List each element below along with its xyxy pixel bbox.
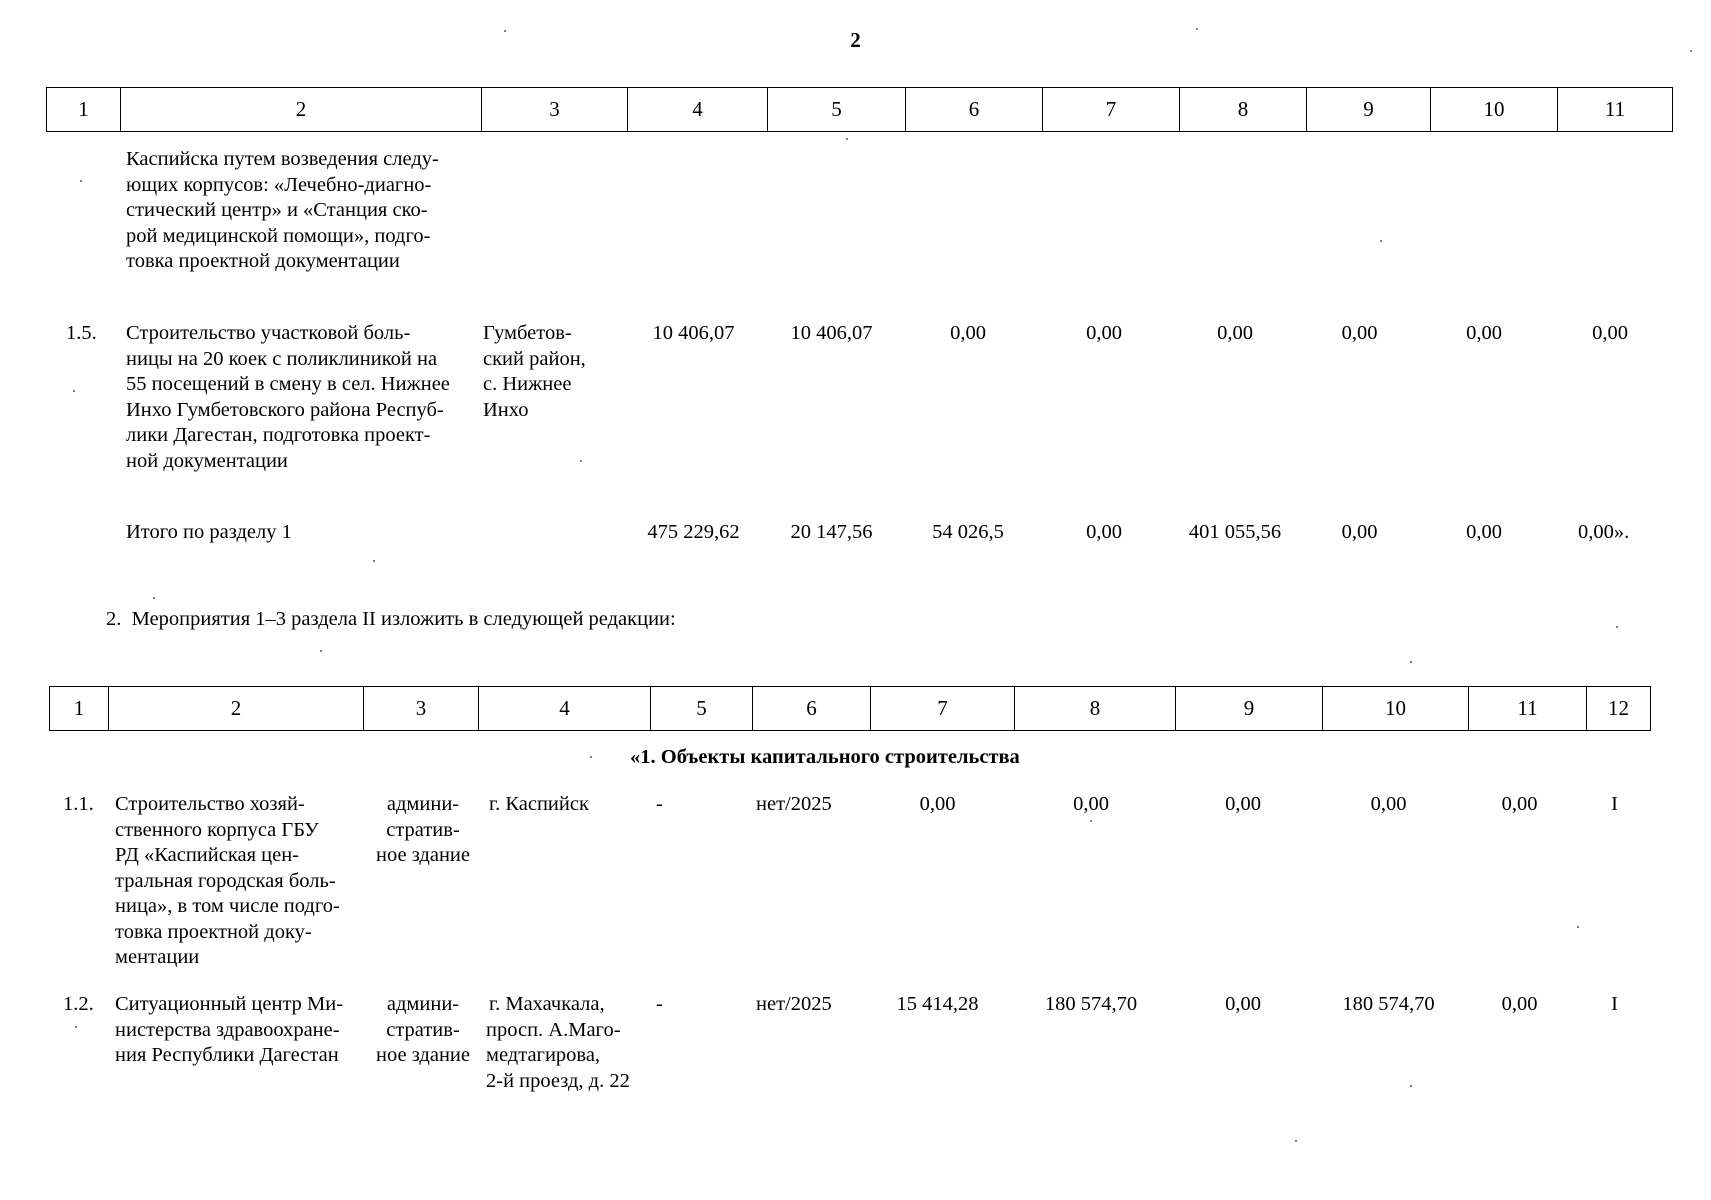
table1-header-cell: 6	[906, 88, 1043, 132]
text-line: рой медицинской помощи», подго-	[126, 224, 431, 247]
table2-header-cell: 11	[1469, 687, 1587, 731]
text-line: товка проектной доку-	[115, 920, 312, 943]
table2-header-cell: 10	[1323, 687, 1469, 731]
scan-speck	[73, 390, 75, 392]
scan-speck	[580, 460, 582, 462]
table2-row-1-2-col11: 0,00	[1501, 993, 1538, 1015]
table1-header	[46, 87, 1673, 132]
scan-speck	[75, 1026, 77, 1028]
scan-speck	[1410, 661, 1412, 663]
instruction-paragraph: 2. Мероприятия 1–3 раздела II изложить в следующей редакции:	[106, 608, 676, 630]
table2-row-1-2-col7: 15 414,28	[896, 993, 979, 1015]
text-line: ния Республики Дагестан	[115, 1044, 339, 1066]
table2-header-cell: 9	[1176, 687, 1323, 731]
table2-row-1-2-name	[115, 992, 360, 1069]
table2-row-1-1-col8: 0,00	[1073, 793, 1109, 815]
text-line: 2-й проезд, д. 22	[486, 1069, 630, 1092]
text-line: РД «Каспийская цен-	[115, 844, 299, 866]
table2-header-cell: 7	[871, 687, 1015, 731]
text-line: ница», в том числе подго-	[115, 895, 340, 917]
table2-header-cell: 5	[651, 687, 753, 731]
table1-header-cell: 9	[1307, 88, 1431, 132]
text-line: ницы на 20 коек с поликлиникой на	[126, 347, 438, 370]
table1-row-1-5-col6: 0,00	[950, 322, 986, 344]
table2-row-1-1-name	[115, 792, 357, 971]
table1-row-1-5-col4: 10 406,07	[652, 322, 735, 344]
table2-header-cell: 6	[753, 687, 871, 731]
table1-row-1-5-col8: 0,00	[1217, 322, 1253, 344]
table1-total-col5: 20 147,56	[790, 521, 873, 543]
table1-total-label: Итого по разделу 1	[126, 521, 292, 543]
table2-header-cell: 8	[1015, 687, 1176, 731]
table2-row-1-2-col6: нет/2025	[756, 993, 832, 1015]
table2-row-1-2-col8: 180 574,70	[1044, 993, 1138, 1015]
table1-header-cell: 8	[1180, 88, 1307, 132]
table2-row-1-2-col9: 0,00	[1225, 993, 1261, 1015]
text-line: ментации	[115, 946, 200, 968]
scan-speck	[1616, 626, 1618, 628]
table2-row-1-1-address	[489, 792, 649, 818]
table2-row-1-1-col12: I	[1611, 793, 1618, 815]
table1-row-1-5-number: 1.5.	[66, 322, 97, 344]
text-line: Ситуационный центр Ми-	[115, 993, 344, 1015]
scan-speck	[1690, 50, 1692, 52]
table1-header-cell: 11	[1558, 88, 1673, 132]
page-number: 2	[850, 28, 861, 52]
table1-row-1-5-location	[483, 321, 623, 423]
table2-header-cell: 3	[364, 687, 479, 731]
text-line: ное здание	[376, 1044, 470, 1066]
table2-row-1-1-col7: 0,00	[919, 793, 956, 815]
scan-speck	[373, 560, 375, 562]
text-line: ский район,	[483, 347, 586, 370]
table1-total-col7: 0,00	[1086, 521, 1122, 543]
text-line: Гумбетов-	[483, 322, 572, 344]
text-line: медтагирова,	[486, 1044, 601, 1066]
text-line: ющих корпусов: «Лечебно-диагно-	[126, 173, 432, 196]
text-line: Инхо	[483, 398, 529, 421]
table2-row-1-1-col5: -	[656, 793, 663, 815]
text-line: стический центр» и «Станция ско-	[126, 199, 428, 221]
table1-header-cell: 2	[121, 88, 482, 132]
table1-total-col9: 0,00	[1341, 521, 1378, 543]
text-line: ной документации	[126, 449, 288, 472]
scan-speck	[504, 30, 506, 32]
scan-speck	[590, 756, 592, 758]
text-line: ственного корпуса ГБУ	[115, 818, 319, 841]
text-line: лики Дагестан, подготовка проект-	[126, 424, 431, 446]
scan-speck	[1090, 820, 1092, 822]
table1-header-cell: 5	[768, 88, 906, 132]
table2-row-1-2-col12: I	[1611, 993, 1618, 1015]
table2-header-cell: 2	[109, 687, 364, 731]
text-line: стратив-	[386, 1018, 460, 1041]
table1-row-1-5-col9: 0,00	[1341, 322, 1378, 344]
text-line: стратив-	[386, 818, 460, 841]
text-line: админи-	[386, 993, 460, 1015]
table1-header-cell: 7	[1043, 88, 1180, 132]
text-line: админи-	[386, 793, 460, 815]
table2-row-1-1-col9: 0,00	[1225, 793, 1261, 815]
text-line: Строительство участковой боль-	[126, 322, 411, 344]
table1-total-col10: 0,00	[1466, 521, 1502, 543]
table1-total-col8: 401 055,56	[1188, 521, 1282, 543]
scan-speck	[1196, 28, 1198, 30]
table2-row-1-2-number: 1.2.	[63, 993, 94, 1015]
table1-total-col6: 54 026,5	[932, 521, 1004, 543]
text-line: Каспийска путем возведения следу-	[126, 148, 439, 170]
table1-continuation-text	[126, 147, 472, 275]
table2-header-cell: 12	[1587, 687, 1651, 731]
table1-row-1-5-col7: 0,00	[1086, 322, 1122, 344]
scan-speck	[1410, 1085, 1412, 1087]
text-line: тральная городская боль-	[115, 869, 336, 892]
scan-speck	[846, 138, 848, 140]
text-line: Инхо Гумбетовского района Респуб-	[126, 398, 444, 421]
table2-row-1-1-number: 1.1.	[63, 793, 94, 815]
table2-row-1-1-col11: 0,00	[1501, 793, 1538, 815]
table1-header-cell: 4	[628, 88, 768, 132]
scan-speck	[1380, 240, 1382, 242]
table2-header-cell: 1	[50, 687, 109, 731]
table1-header-cell: 1	[47, 88, 121, 132]
table2-row-1-1-col10: 0,00	[1370, 793, 1407, 815]
text-line: г. Каспийск	[489, 793, 589, 815]
text-line: ное здание	[376, 844, 470, 866]
text-line: Строительство хозяй-	[115, 793, 305, 815]
table2-row-1-2-col5: -	[656, 993, 663, 1015]
table2-row-1-2-col10: 180 574,70	[1342, 993, 1435, 1015]
scan-speck	[320, 650, 322, 652]
text-line: просп. А.Маго-	[486, 1018, 621, 1041]
scan-speck	[1295, 1140, 1297, 1142]
table1-total-col11: 0,00».	[1578, 521, 1630, 543]
text-line: с. Нижнее	[483, 373, 572, 395]
table2-row-1-1-type	[368, 792, 478, 869]
table2-section-title: «1. Объекты капитального строительства	[630, 746, 1020, 768]
table2-header-cell: 4	[479, 687, 651, 731]
text-line: товка проектной документации	[126, 250, 400, 272]
table2-header	[49, 686, 1651, 731]
text-line: нистерства здравоохране-	[115, 1018, 340, 1041]
table1-row-1-5-col10: 0,00	[1466, 322, 1502, 344]
table1-row-1-5-col5: 10 406,07	[790, 322, 873, 344]
table2-row-1-2-type	[368, 992, 478, 1069]
table1-header-cell: 3	[482, 88, 628, 132]
table2-row-1-2-address	[486, 992, 651, 1094]
scan-speck	[153, 597, 155, 599]
scan-speck	[80, 180, 82, 182]
table1-row-1-5-col11: 0,00	[1592, 322, 1628, 344]
text-line: 55 посещений в смену в сел. Нижнее	[126, 373, 450, 395]
text-line: г. Махачкала,	[489, 993, 605, 1015]
table2-row-1-1-col6: нет/2025	[756, 793, 832, 815]
table1-header-cell: 10	[1431, 88, 1558, 132]
table1-total-col4: 475 229,62	[647, 521, 740, 543]
scan-speck	[1577, 926, 1579, 928]
table1-row-1-5-name	[126, 321, 472, 474]
